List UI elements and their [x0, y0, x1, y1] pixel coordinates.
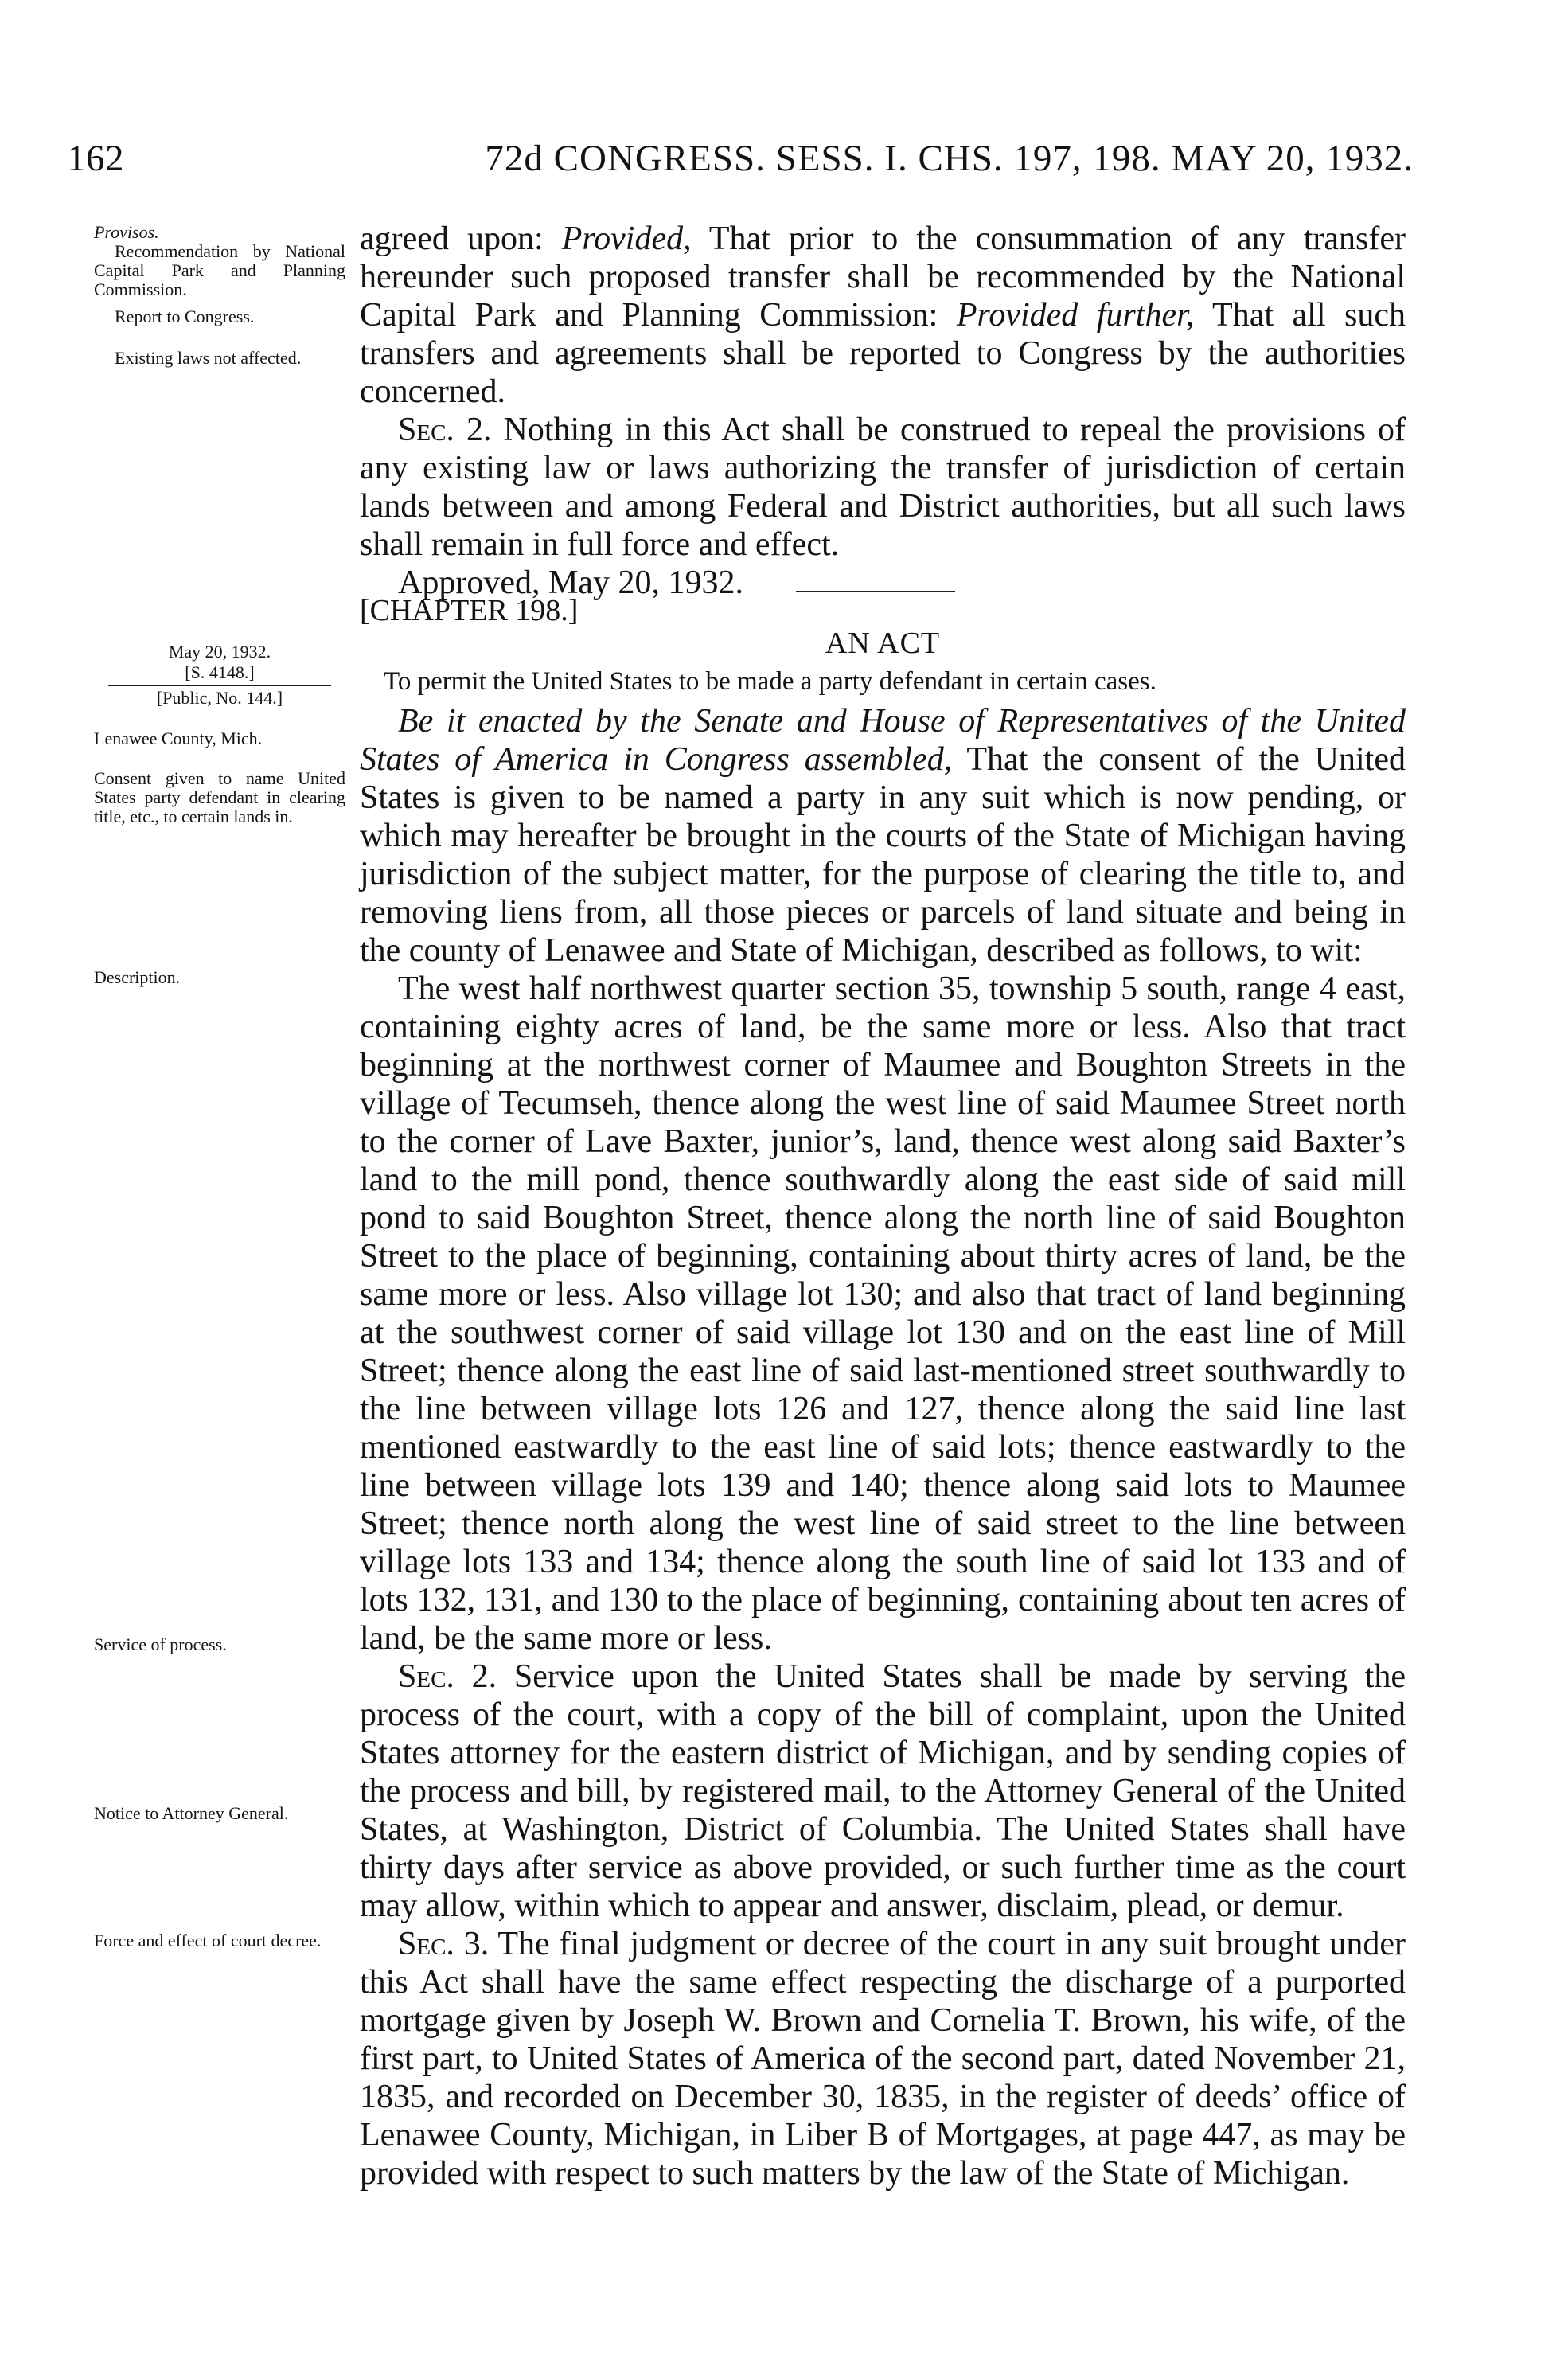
margin-note-lenawee: Lenawee County, Mich.	[94, 728, 263, 748]
chapter-197-text	[360, 220, 1406, 602]
margin-note-existing-laws: Existing laws not affected.	[115, 348, 302, 368]
description-paragraph: The west half northwest quarter section 35, township 5 south, range 4 east, containing eighty acres of land, be the same more or less. Also that tract beginning at the northwest corner of Maumee and Boughton Streets in the village of Tecumseh, thence along the west line of said Maumee Street north to the corner of Lave Baxter, junior’s, land, thence west along said Baxter’s land to the mill pond, thence southwardly along the east side of said mill pond to said Boughton Street, thence along the north line of said Boughton Street to the place of beginning, containing about thirty acres of land, be the same more or less. Also village lot 130; and also that tract of land beginning at the southwest corner of said village lot 130 and on the east line of Mill Street; thence along the east line of said last-mentioned street southwardly to the line between village lots 126 and 127, thence along the said line last mentioned eastwardly to the east line of said lots; thence eastwardly to the line between village lots 139 and 140; thence along said lots to Maumee Street; thence north along the west line of said street to the line between village lots 133 and 134; thence along the south line of said lot 133 and of lots 132, 131, and 130 to the place of beginning, containing about ten acres of land, be the same more or less.	[360, 970, 1406, 1657]
section-2-service-paragraph: Sec. 2. Service upon the United States shall be made by serving the process of the court, with a copy of the bill of complaint, upon the United States attorney for the eastern district of Michigan, and by sending copies of the process and bill, by registered mail, to the Attorney General of the United States, at Washington, District of Columbia. The United States shall have thirty days after service as above provided, or such further time as the court may allow, within which to appear and answer, disclaim, plead, or demur.	[360, 1658, 1406, 1924]
margin-note-provisos: Provisos.	[94, 222, 159, 242]
page-number: 162	[67, 138, 124, 179]
margin-notes-top	[94, 223, 345, 376]
margin-note-report: Report to Congress.	[115, 306, 255, 326]
citation-rule	[108, 685, 331, 686]
separator-rule	[796, 591, 955, 592]
act-date: May 20, 1932.	[168, 642, 271, 662]
provisos-paragraph: agreed upon: Provided, That prior to the consummation of any transfer hereunder such proposed transfer shall be recommended by the National Capital Park and Planning Commission: Provided further, That all such transfers and agreements shall be reported to Congress by the authorities concerned.	[360, 221, 1406, 410]
approved-line: Approved, May 20, 1932.	[398, 564, 743, 601]
chapter-heading: [CHAPTER 198.]	[360, 594, 579, 627]
act-purpose: To permit the United States to be made a party defendant in certain cases.	[384, 667, 1156, 696]
margin-note-service: Service of process.	[94, 1634, 227, 1654]
margin-note-force: Force and effect of court decree.	[94, 1931, 322, 1950]
section-2-paragraph: Sec. 2. Nothing in this Act shall be construed to repeal the provisions of any existing law or laws authorizing the transfer of jurisdiction of certain lands between and among Federal and District authorities, but all such laws shall remain in full force and effect.	[360, 412, 1406, 563]
margin-note-recommendation: Recommendation by National Capital Park and Planning Commission.	[94, 241, 345, 299]
citation-block	[94, 642, 345, 709]
margin-note-description: Description.	[94, 967, 181, 987]
margin-note-notice: Notice to Attorney General.	[94, 1803, 289, 1823]
section-3-paragraph: Sec. 3. The final judgment or decree of the court in any suit brought under this Act shall have the same effect respecting the discharge of a purported mortgage given by Joseph W. Brown and Cornelia T. Brown, his wife, of the first part, to United States of America of the second part, dated November 21, 1835, and recorded on December 30, 1835, in the register of deeds’ office of Lenawee County, Michigan, in Liber B of Mortgages, at page 447, as may be provided with respect to such matters by the law of the State of Michigan.	[360, 1926, 1406, 2192]
act-title: AN ACT	[825, 627, 941, 660]
chapter-198-text	[360, 702, 1406, 2192]
enacting-paragraph: Be it enacted by the Senate and House of Representatives of the United States of America in Congress assembled, That the consent of the United States is given to be named a party in any suit which is now pending, or which may hereafter be brought in the courts of the State of Michigan having jurisdiction of the subject matter, for the purpose of clearing the title to, and removing liens from, all those pieces or parcels of land situate and being in the county of Lenawee and State of Michigan, described as follows, to wit:	[360, 703, 1406, 969]
running-title: 72d CONGRESS. SESS. I. CHS. 197, 198. MAY 20, 1932.	[485, 138, 1414, 179]
public-number: [Public, No. 144.]	[156, 688, 283, 708]
margin-note-consent: Consent given to name United States party defendant in clearing title, etc., to certain lands in.	[94, 768, 345, 826]
bill-number: [S. 4148.]	[185, 662, 255, 682]
